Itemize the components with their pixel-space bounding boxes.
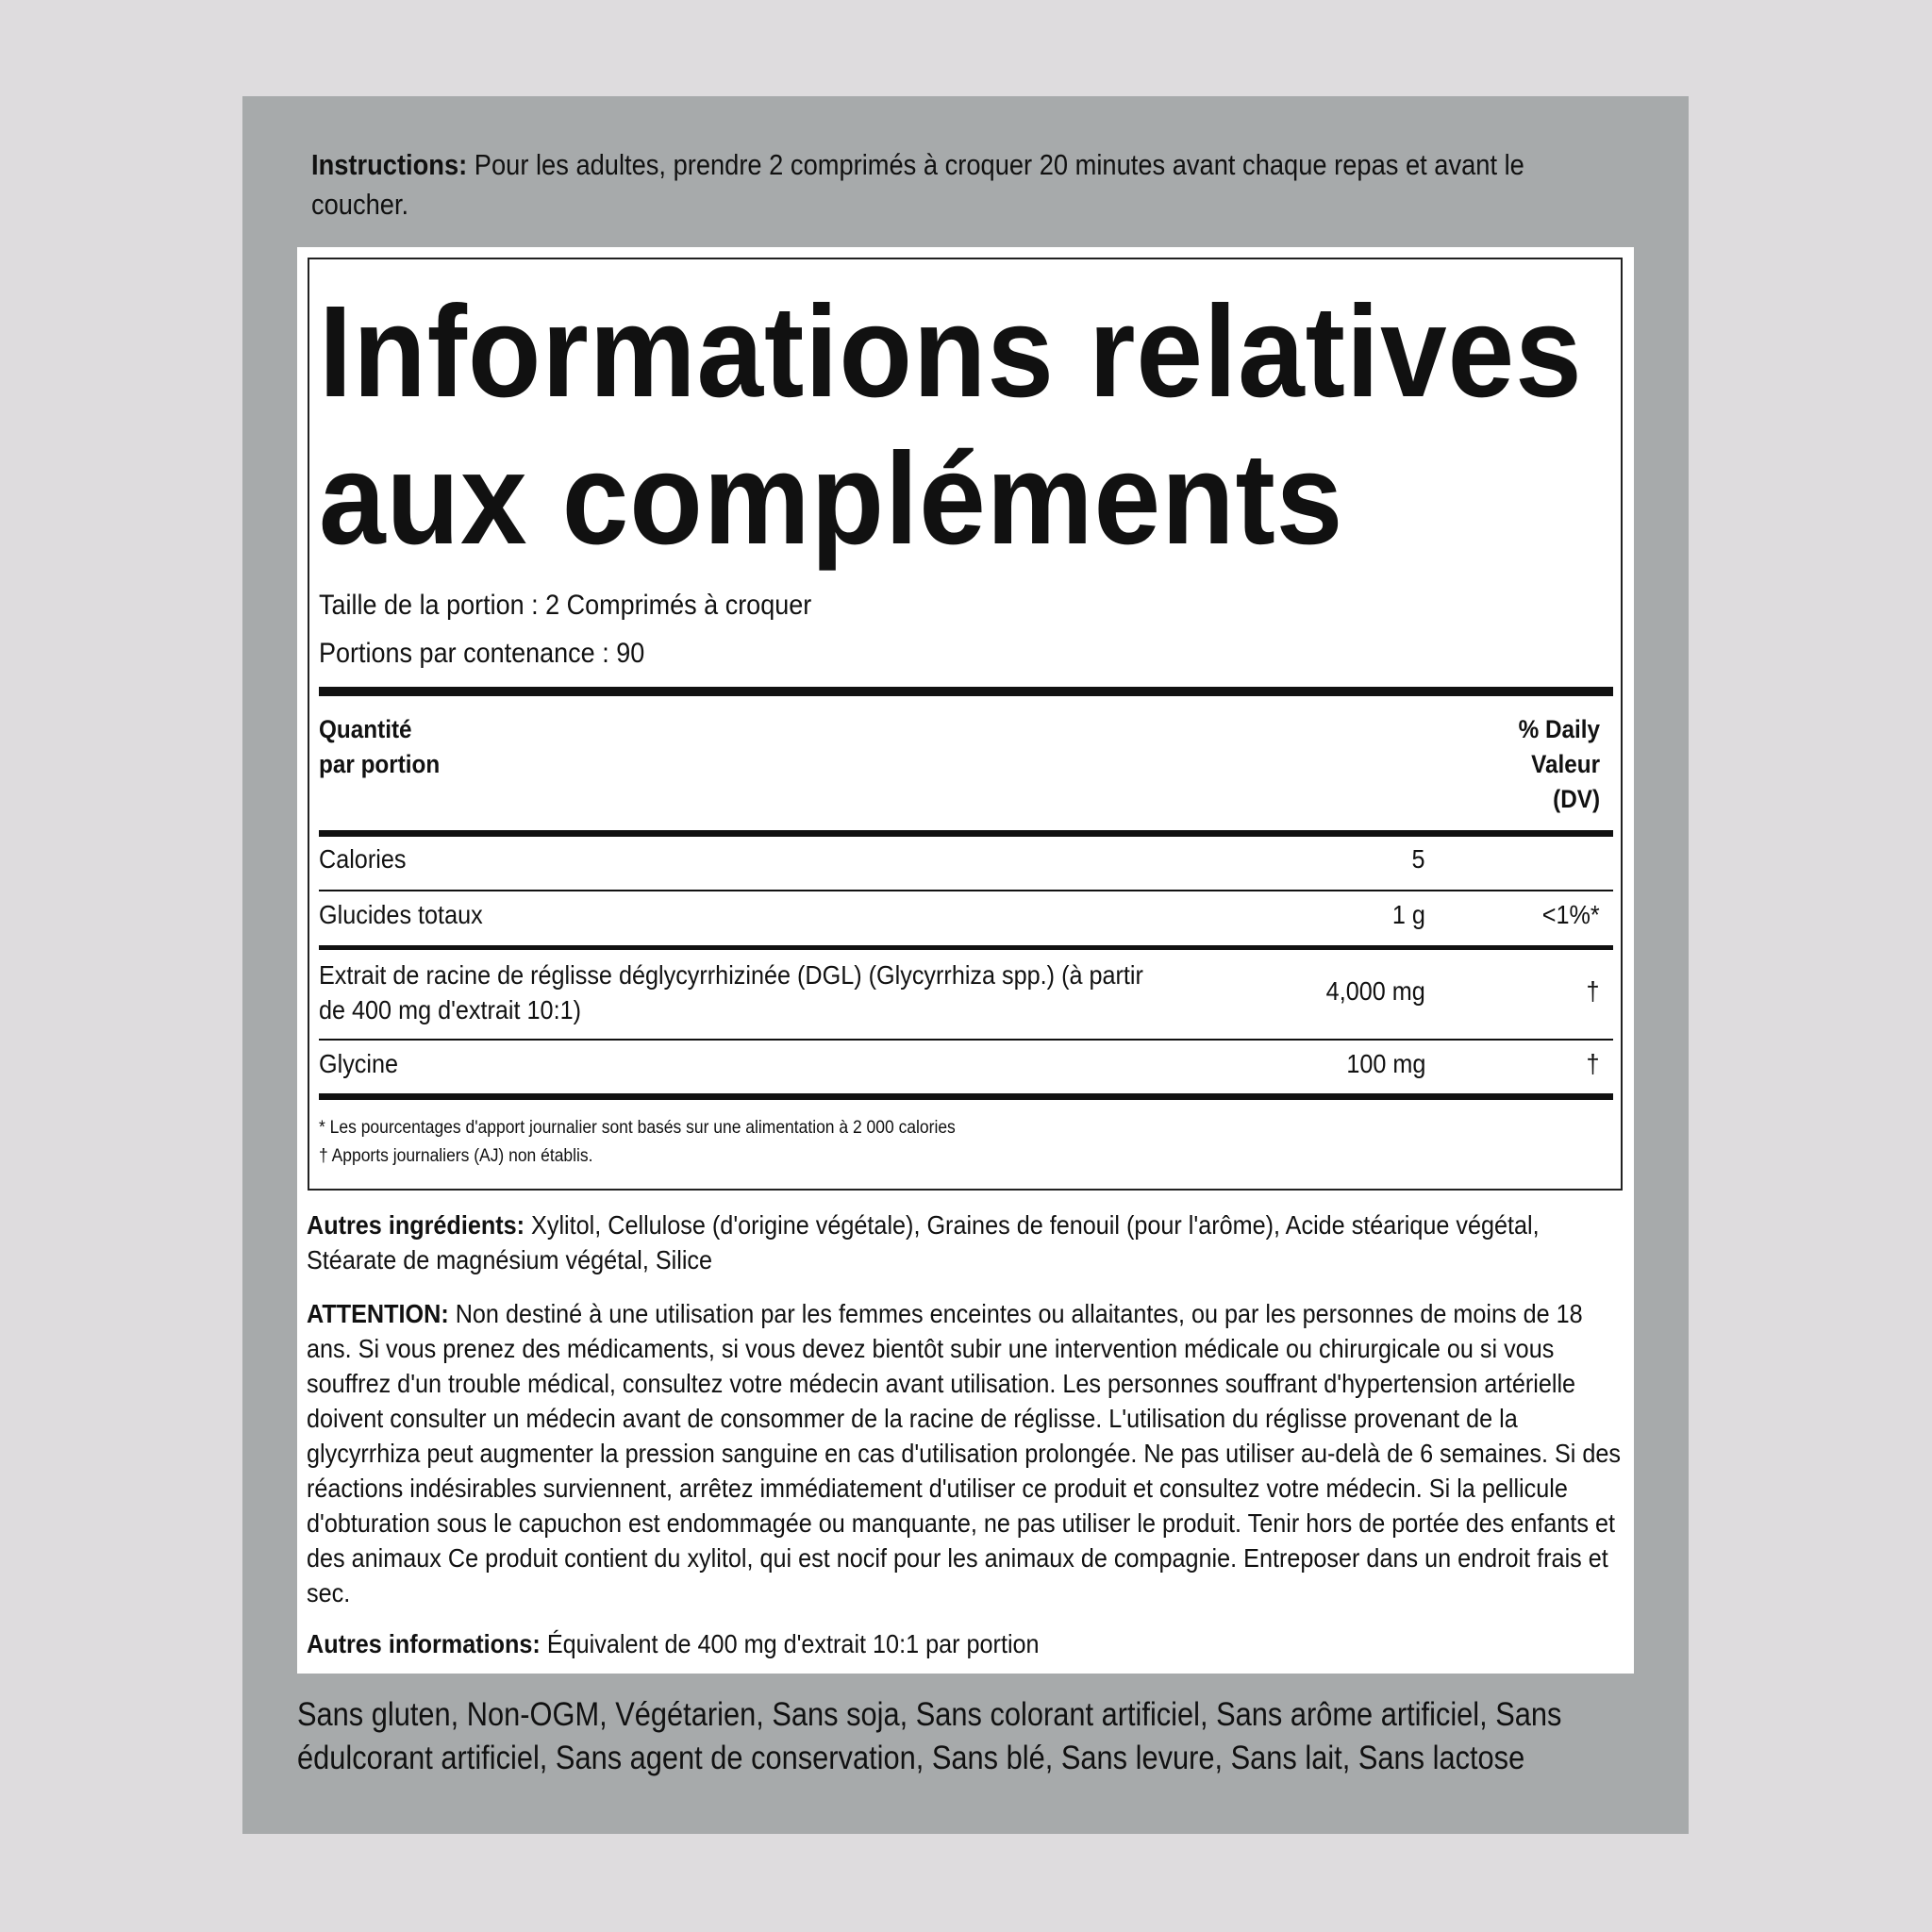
other-ingredients-text: Xylitol, Cellulose (d'origine végétale), Graines de fenouil (pour l'arôme), Acide stéarique végétal, Stéarate de magnésium végétal, Silice (307, 1210, 1540, 1274)
header-dv-line3: (DV) (1553, 785, 1600, 813)
row-amount-dgl-extract: 4,000 mg (1325, 976, 1425, 1006)
other-information (307, 1626, 1631, 1661)
thick-rule-top (319, 687, 1613, 696)
warning-text: Non destiné à une utilisation par les femmes enceintes ou allaitantes, ou par les personnes de moins de 18 ans. Si vous prenez des médicaments, si vous devez bientôt subir une intervention médicale ou chirurgicale ou si vous souffrez d'un trouble médical, consultez votre médecin avant utilisation. Les personnes souffrant d'hypertension artérielle doivent consulter un médecin avant de consommer de la racine de réglisse. L'utilisation du réglisse provenant de la glycyrrhiza peut augmenter la pression sanguine en cas d'utilisation prolongée. Ne pas utiliser au-delà de 6 semaines. Si des réactions indésirables surviennent, arrêtez immédiatement d'utiliser ce produit et consultez votre médecin. Si la pellicule d'obturation sous le capuchon est endommagée ou manquante, ne pas utiliser le produit. Tenir hors de portée des enfants et des animaux Ce produit contient du xylitol, qui est nocif pour les animaux de compagnie. Entreposer dans un endroit frais et sec. (307, 1299, 1622, 1607)
header-amount-line1: Quantité (319, 715, 412, 743)
row-label-carbohydrates: Glucides totaux (319, 900, 483, 929)
thin-rule (319, 890, 1613, 891)
warning-label: ATTENTION: (307, 1299, 449, 1328)
warning-paragraph (307, 1296, 1631, 1610)
row-label-glycine: Glycine (319, 1049, 399, 1078)
thick-rule-bottom (319, 1093, 1613, 1100)
instructions-paragraph (311, 145, 1623, 225)
row-amount-carbohydrates: 1 g (1391, 900, 1425, 929)
supplement-facts-box (308, 258, 1623, 1191)
thin-rule (319, 1039, 1613, 1041)
medium-rule (319, 945, 1613, 950)
row-amount-calories: 5 (1411, 844, 1425, 874)
facts-title-line1: Informations relatives (319, 279, 1583, 425)
header-dv-line1: % Daily (1518, 715, 1600, 743)
header-dv (1519, 712, 1600, 817)
row-amount-glycine: 100 mg (1345, 1049, 1425, 1078)
footnote-daily-values: * Les pourcentages d'apport journalier sont basés sur une alimentation à 2 000 calories (319, 1118, 956, 1138)
row-dv-carbohydrates: <1%* (1542, 900, 1600, 929)
other-information-label: Autres informations: (307, 1629, 541, 1658)
other-ingredients (307, 1208, 1631, 1277)
servings-per-container: Portions par contenance : 90 (319, 638, 645, 669)
facts-title-line2: aux compléments (319, 426, 1344, 572)
row-dv-glycine: † (1586, 1049, 1600, 1078)
instructions-label: Instructions: (311, 148, 468, 181)
thick-rule-header (319, 830, 1613, 837)
row-label-dgl-line1: Extrait de racine de réglisse déglycyrrhizinée (DGL) (Glycyrrhiza spp.) (à partir (319, 960, 1143, 990)
facts-title (319, 278, 1583, 573)
free-from-claims: Sans gluten, Non-OGM, Végétarien, Sans soja, Sans colorant artificiel, Sans arôme artificiel, Sans édulcorant artificiel, Sans agent de conservation, Sans blé, Sans levure, Sans lait, Sans lactose (297, 1696, 1562, 1776)
serving-size: Taille de la portion : 2 Comprimés à croquer (319, 590, 812, 621)
header-amount (319, 712, 440, 782)
other-ingredients-label: Autres ingrédients: (307, 1210, 525, 1240)
footnote-not-established: † Apports journaliers (AJ) non établis. (319, 1146, 593, 1166)
row-label-calories: Calories (319, 844, 407, 874)
header-amount-line2: par portion (319, 750, 441, 778)
row-dv-dgl-extract: † (1586, 976, 1600, 1006)
other-information-text: Équivalent de 400 mg d'extrait 10:1 par portion (540, 1629, 1040, 1658)
instructions-text: Pour les adultes, prendre 2 comprimés à croquer 20 minutes avant chaque repas et avant le coucher. (311, 148, 1524, 221)
row-label-dgl-extract (319, 958, 1143, 1027)
header-dv-line2: Valeur (1531, 750, 1600, 778)
row-label-dgl-line2: de 400 mg d'extrait 10:1) (319, 995, 581, 1024)
